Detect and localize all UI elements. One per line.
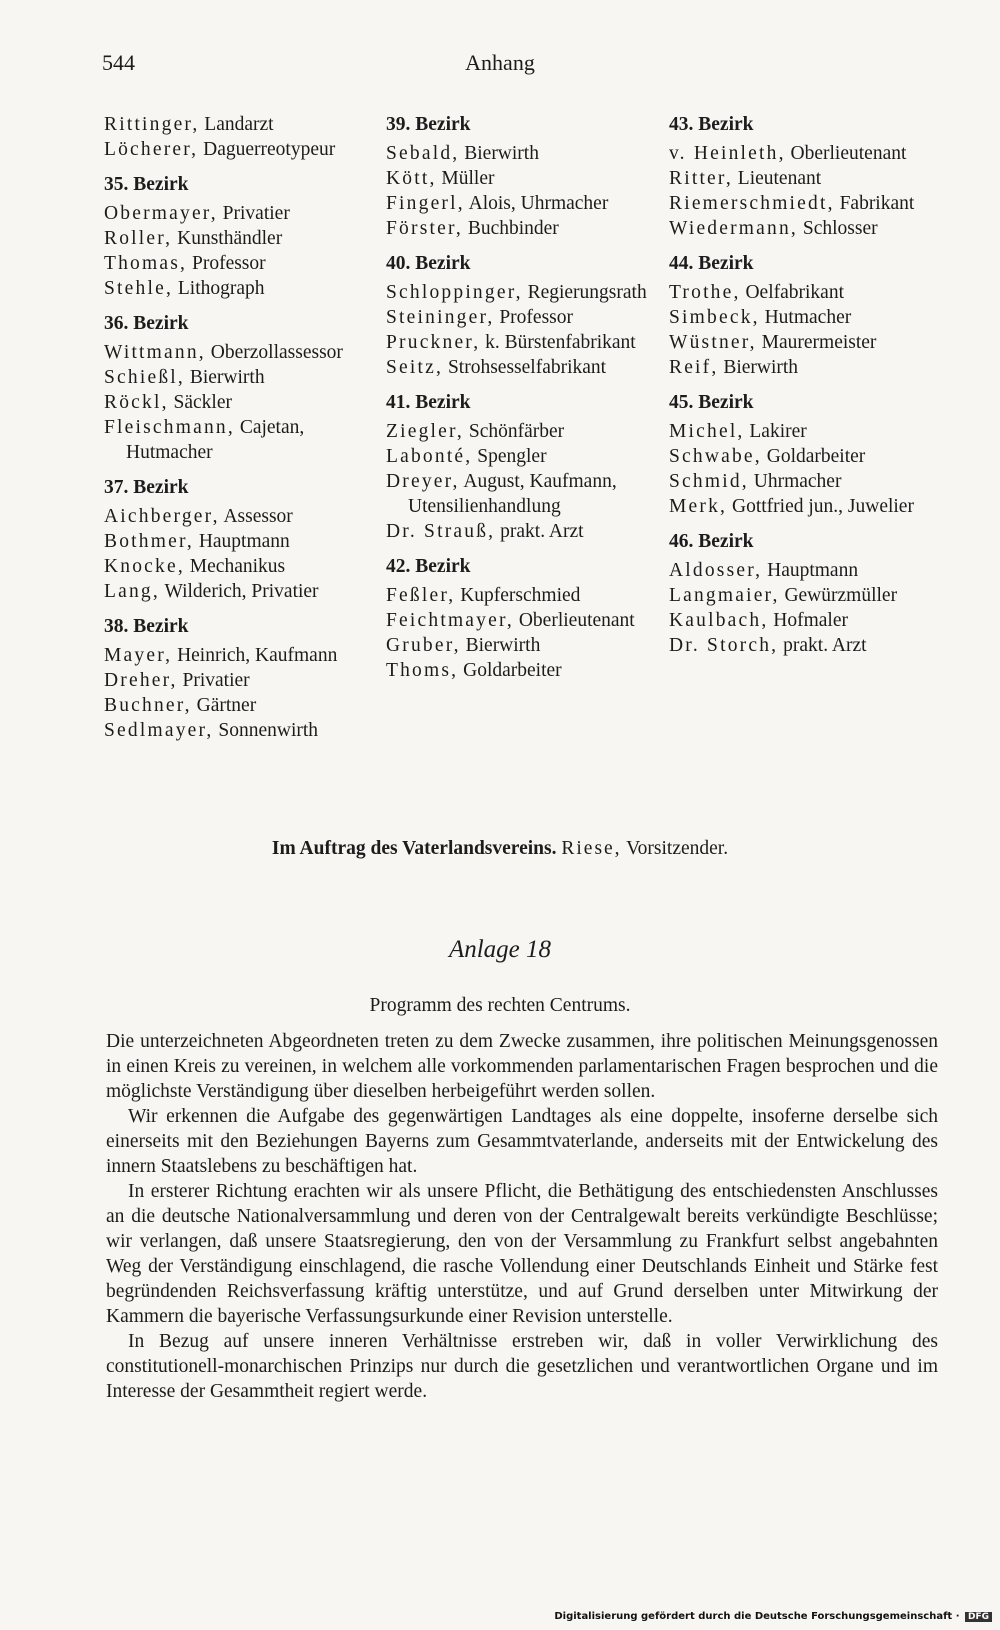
member-occupation: Professor: [187, 253, 266, 274]
member-name: Michel,: [669, 421, 745, 442]
member-occupation: Uhrmacher: [748, 471, 842, 492]
member-entry: [386, 583, 666, 608]
member-occupation: Lieutenant: [732, 168, 822, 189]
district-heading: 45. Bezirk: [669, 392, 754, 413]
member-entry: [386, 305, 666, 330]
member-name: Wittmann,: [104, 342, 206, 363]
member-name: Ziegler,: [386, 421, 464, 442]
member-entry: [104, 251, 379, 276]
member-occupation: Professor: [494, 307, 573, 328]
member-occupation: Assessor: [219, 506, 293, 527]
member-name: Rittinger,: [104, 114, 200, 135]
member-entry: [669, 558, 959, 583]
member-entry: [386, 216, 666, 241]
member-name: Langmaier,: [669, 585, 780, 606]
member-name: Dr. Strauß,: [386, 521, 496, 542]
member-occupation: Hauptmann: [193, 531, 290, 552]
member-occupation: Privatier: [177, 670, 250, 691]
member-occupation: Hauptmann: [762, 560, 859, 581]
member-entry: [386, 355, 666, 380]
member-occupation: Säckler: [168, 392, 233, 413]
member-occupation: Cajetan, Hutmacher: [126, 417, 305, 463]
member-name: Obermayer,: [104, 203, 218, 224]
member-occupation: Mechanikus: [184, 556, 286, 577]
signature-name: Riese,: [561, 838, 622, 859]
member-occupation: Bierwirth: [459, 143, 539, 164]
member-name: Schloppinger,: [386, 282, 523, 303]
member-entry: [386, 419, 666, 444]
signature-line: [0, 838, 1000, 860]
member-entry: [669, 216, 959, 241]
member-name: Simbeck,: [669, 307, 760, 328]
member-occupation: Goldarbeiter: [761, 446, 866, 467]
district-heading: 41. Bezirk: [386, 392, 471, 413]
member-entry: [104, 201, 379, 226]
member-entry: [104, 137, 379, 162]
member-occupation: Müller: [436, 168, 495, 189]
member-entry: [386, 519, 666, 544]
member-name: Wiedermann,: [669, 218, 798, 239]
member-entry: [669, 355, 959, 380]
member-entry: [386, 330, 666, 355]
district-heading: 40. Bezirk: [386, 253, 471, 274]
member-entry: [669, 583, 959, 608]
district-heading: 44. Bezirk: [669, 253, 754, 274]
member-name: Schießl,: [104, 367, 185, 388]
member-name: Schmid,: [669, 471, 749, 492]
member-occupation: Gottfried jun., Juwelier: [727, 496, 914, 517]
member-entry: [669, 166, 959, 191]
member-name: Mayer,: [104, 645, 173, 666]
member-occupation: Gewürzmüller: [779, 585, 898, 606]
member-occupation: Schönfärber: [464, 421, 565, 442]
member-occupation: Lithograph: [173, 278, 265, 299]
member-occupation: Hofmaler: [768, 610, 848, 631]
district-heading: 43. Bezirk: [669, 114, 754, 135]
member-name: Förster,: [386, 218, 463, 239]
member-name: Dreher,: [104, 670, 178, 691]
member-occupation: Oelfabrikant: [740, 282, 844, 303]
member-name: Roller,: [104, 228, 173, 249]
district-heading: 36. Bezirk: [104, 313, 189, 334]
member-name: Knocke,: [104, 556, 185, 577]
member-occupation: Daguerreotypeur: [198, 139, 336, 160]
district-heading: 37. Bezirk: [104, 477, 189, 498]
member-name: Sedlmayer,: [104, 720, 214, 741]
member-name: Schwabe,: [669, 446, 762, 467]
member-occupation: Privatier: [217, 203, 290, 224]
member-name: Lang,: [104, 581, 160, 602]
member-occupation: Oberlieutenant: [513, 610, 635, 631]
programme-text: [106, 1029, 938, 1404]
member-occupation: Strohsesselfabrikant: [443, 357, 607, 378]
member-entry: [669, 191, 959, 216]
member-entry: [669, 280, 959, 305]
member-entry: [386, 633, 666, 658]
member-occupation: Heinrich, Kaufmann: [172, 645, 338, 666]
signature-organization: Im Auftrag des Vaterlandsvereins.: [271, 838, 557, 859]
paragraph: Die unterzeichneten Abgeordneten treten zu dem Zwecke zusammen, ihre politischen Meinungsgenossen in einen Kreis zu vereinen, in welchem alle vorkommenden parlamentarischen Fragen besprochen und die möglichste Verständigung über dieselben herbeigeführt werden sollen.: [106, 1031, 938, 1102]
member-entry: [104, 643, 379, 668]
member-name: Röckl,: [104, 392, 169, 413]
member-entry: [104, 365, 379, 390]
member-entry: [104, 276, 379, 301]
member-name: Bothmer,: [104, 531, 194, 552]
member-entry: [104, 226, 379, 251]
member-entry: [669, 305, 959, 330]
page-number: 544: [102, 50, 135, 75]
district-heading: 35. Bezirk: [104, 174, 189, 195]
member-name: Kaulbach,: [669, 610, 769, 631]
district-column-2: [386, 112, 666, 683]
member-occupation: Schlosser: [798, 218, 878, 239]
member-entry: [386, 166, 666, 191]
member-entry: [104, 504, 379, 529]
member-occupation: Gärtner: [191, 695, 257, 716]
member-name: Labonté,: [386, 446, 473, 467]
member-occupation: Hutmacher: [759, 307, 852, 328]
member-entry: [104, 529, 379, 554]
member-occupation: Bierwirth: [460, 635, 541, 656]
member-entry: [386, 608, 666, 633]
member-entry: [386, 658, 666, 683]
member-name: Aldosser,: [669, 560, 763, 581]
member-entry: [669, 444, 959, 469]
member-name: Stehle,: [104, 278, 174, 299]
credit-text: Digitalisierung gefördert durch die Deutsche Forschungsgemeinschaft ·: [554, 1611, 960, 1622]
member-name: Thomas,: [104, 253, 188, 274]
member-name: Pruckner,: [386, 332, 481, 353]
member-name: Löcherer,: [104, 139, 199, 160]
member-name: v. Heinleth,: [669, 143, 786, 164]
member-name: Dreyer,: [386, 471, 460, 492]
member-entry: [104, 390, 379, 415]
member-name: Dr. Storch,: [669, 635, 779, 656]
member-name: Feichtmayer,: [386, 610, 514, 631]
member-entry: [104, 112, 379, 137]
member-entry: [386, 191, 666, 216]
member-entry: [669, 141, 959, 166]
member-occupation: Kunsthändler: [172, 228, 283, 249]
member-entry: [104, 718, 379, 743]
member-occupation: Oberzollassessor: [205, 342, 343, 363]
member-name: Fleischmann,: [104, 417, 235, 438]
member-entry: [669, 330, 959, 355]
member-entry: [386, 280, 666, 305]
member-entry: [669, 633, 959, 658]
member-name: Feßler,: [386, 585, 456, 606]
district-heading: 38. Bezirk: [104, 616, 189, 637]
member-entry: [386, 469, 666, 519]
member-occupation: August, Kaufmann, Utensilienhandlung: [408, 471, 617, 517]
paragraph: In ersterer Richtung erachten wir als unsere Pflicht, die Bethätigung des entschiedensten Anschlusses an die deutsche Nationalversammlung und deren von der Centralgewalt bereits verkündigte Beschlüsse; wir verlangen, daß unsere Staatsregierung, den von der Versammlung zu Frankfurt selbst angebahnten Weg der Verständigung einschlagend, die rasche Vollendung einer Deutschlands Einheit und Stärke fest begründenden Reichsverfassung kräftig unterstütze, und auf Grund derselben unter Mitwirkung der Kammern die bayerische Verfassungsurkunde einer Revision unterstelle.: [106, 1181, 938, 1327]
programme-title: Programm des rechten Centrums.: [369, 995, 631, 1016]
member-name: Fingerl,: [386, 193, 465, 214]
member-name: Ritter,: [669, 168, 733, 189]
member-name: Thoms,: [386, 660, 459, 681]
member-name: Gruber,: [386, 635, 461, 656]
member-name: Riemerschmiedt,: [669, 193, 835, 214]
signature-role: Vorsitzender.: [626, 838, 729, 859]
running-title: Anhang: [465, 50, 535, 75]
member-occupation: Lakirer: [744, 421, 807, 442]
member-entry: [104, 579, 379, 604]
member-entry: [104, 668, 379, 693]
member-entry: [104, 693, 379, 718]
member-name: Reif,: [669, 357, 719, 378]
member-name: Kött,: [386, 168, 437, 189]
member-occupation: prakt. Arzt: [778, 635, 867, 656]
member-entry: [669, 469, 959, 494]
member-occupation: Wilderich, Privatier: [159, 581, 319, 602]
member-name: Wüstner,: [669, 332, 757, 353]
member-occupation: Landarzt: [199, 114, 274, 135]
paragraph: Wir erkennen die Aufgabe des gegenwärtigen Landtages als eine doppelte, insoferne derselbe sich einerseits mit den Beziehungen Bayerns zum Gesammtvaterlande, anderseits mit der Entwickelung des innern Staatslebens zu beschäftigen hat.: [106, 1106, 938, 1177]
member-entry: [104, 340, 379, 365]
member-occupation: k. Bürstenfabrikant: [480, 332, 636, 353]
member-name: Steininger,: [386, 307, 495, 328]
member-occupation: Bierwirth: [184, 367, 265, 388]
member-name: Trothe,: [669, 282, 741, 303]
appendix-title: Anlage 18: [448, 936, 552, 963]
member-occupation: Sonnenwirth: [213, 720, 319, 741]
district-column-3: [669, 112, 959, 658]
member-entry: [669, 494, 959, 519]
member-occupation: Goldarbeiter: [458, 660, 562, 681]
member-entry: [669, 419, 959, 444]
district-heading: 39. Bezirk: [386, 114, 471, 135]
member-entry: [386, 444, 666, 469]
member-occupation: Alois, Uhrmacher: [464, 193, 609, 214]
member-entry: [669, 608, 959, 633]
dfg-logo: DFG: [965, 1612, 992, 1622]
member-name: Aichberger,: [104, 506, 220, 527]
member-occupation: Oberlieutenant: [785, 143, 907, 164]
member-name: Sebald,: [386, 143, 460, 164]
member-name: Seitz,: [386, 357, 444, 378]
member-occupation: Fabrikant: [834, 193, 915, 214]
member-name: Buchner,: [104, 695, 192, 716]
member-occupation: Regierungsrath: [522, 282, 647, 303]
member-entry: [104, 554, 379, 579]
member-occupation: Spengler: [472, 446, 547, 467]
member-occupation: Kupferschmied: [455, 585, 581, 606]
member-entry: [104, 415, 379, 465]
member-name: Merk,: [669, 496, 728, 517]
district-heading: 46. Bezirk: [669, 531, 754, 552]
district-column-1: [104, 112, 379, 743]
digitization-credit: [554, 1611, 992, 1622]
member-occupation: Bierwirth: [718, 357, 799, 378]
paragraph: In Bezug auf unsere inneren Verhältnisse erstreben wir, daß in voller Verwirklichung des constitutionell-monarchischen Prinzips nur durch die gesetzlichen und verantwortlichen Organe und im Interesse der Gesammtheit regiert werde.: [106, 1331, 938, 1402]
member-entry: [386, 141, 666, 166]
member-occupation: prakt. Arzt: [495, 521, 584, 542]
member-occupation: Maurermeister: [756, 332, 877, 353]
district-heading: 42. Bezirk: [386, 556, 471, 577]
member-occupation: Buchbinder: [462, 218, 559, 239]
